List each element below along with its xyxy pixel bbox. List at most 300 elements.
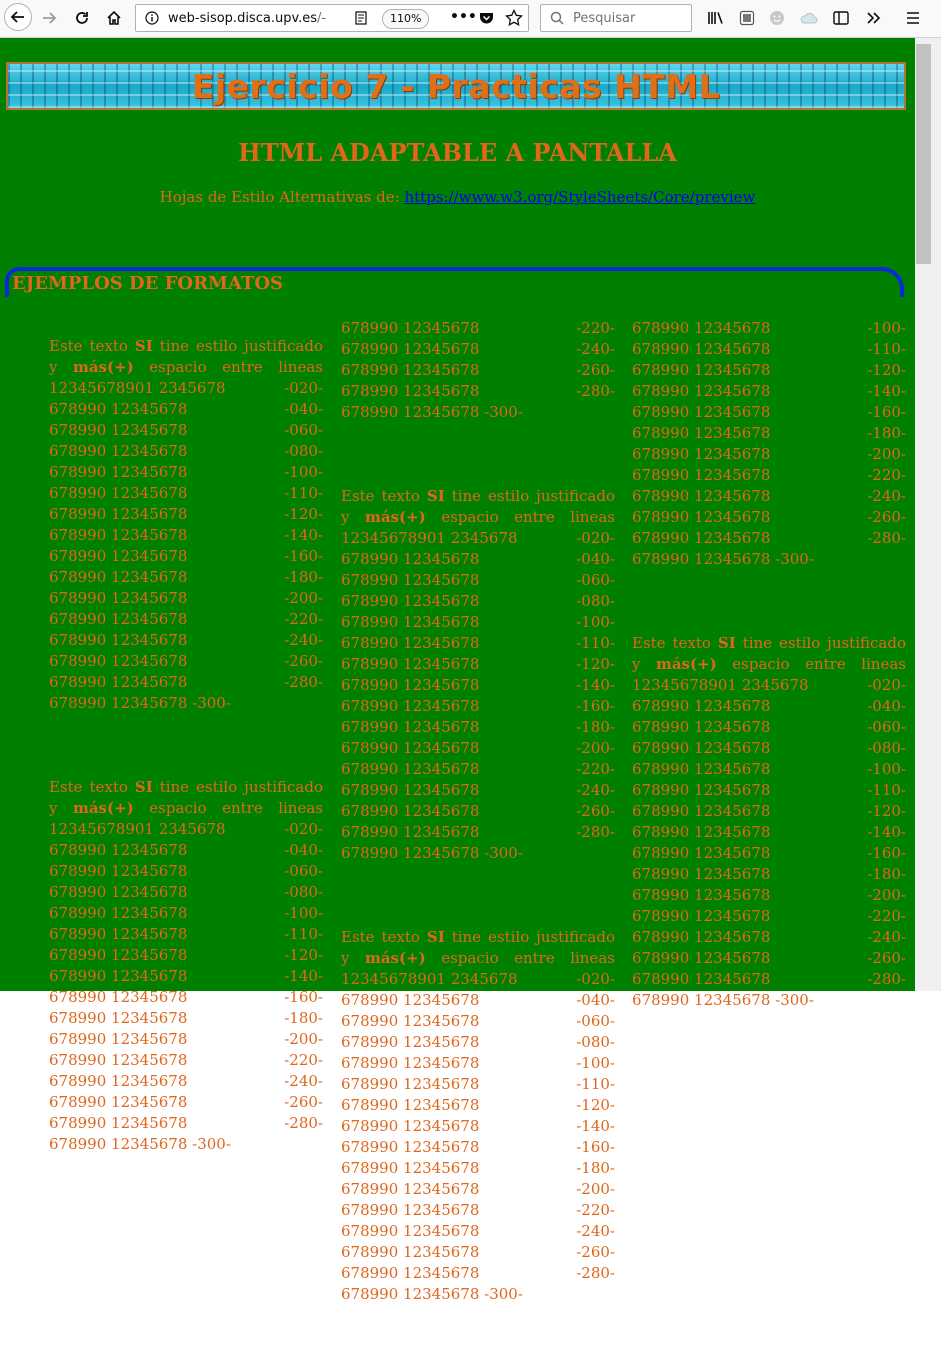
text-row <box>49 1050 323 1071</box>
row-number: 678990 12345678 -300- <box>632 550 814 568</box>
row-number: 12345678901 2345678 <box>49 379 226 397</box>
intro-text: espacio entre lineas <box>441 949 615 967</box>
row-label: -140- <box>284 967 323 985</box>
library-button[interactable] <box>703 5 729 31</box>
row-number: 678990 12345678 <box>632 403 771 421</box>
text-row-final <box>341 1284 615 1305</box>
row-label: -180- <box>284 1009 323 1027</box>
row-number: 678990 12345678 <box>49 505 188 523</box>
intro-si: SI <box>717 634 736 652</box>
text-row <box>632 906 906 927</box>
alternative-styles-label: Hojas de Estilo Alternativas de: <box>159 188 400 206</box>
sidebar-icon <box>833 11 849 25</box>
text-row <box>341 339 615 360</box>
text-row <box>341 360 615 381</box>
reload-button[interactable] <box>69 5 95 31</box>
library-icon <box>707 10 725 26</box>
row-number: 678990 12345678 <box>49 904 188 922</box>
row-number: 678990 12345678 <box>49 463 188 481</box>
row-label: -180- <box>284 568 323 586</box>
row-label: -100- <box>576 613 615 631</box>
row-label: -140- <box>576 676 615 694</box>
text-row <box>49 441 323 462</box>
text-row <box>341 822 615 843</box>
justified-intro <box>49 336 323 378</box>
row-number: 678990 12345678 <box>49 547 188 565</box>
row-label: -180- <box>576 1159 615 1177</box>
row-number: 678990 12345678 -300- <box>49 694 231 712</box>
alternative-styles-line <box>0 188 915 206</box>
row-label: -180- <box>867 865 906 883</box>
row-label: -160- <box>867 844 906 862</box>
text-block <box>632 633 906 1011</box>
row-label: -080- <box>867 739 906 757</box>
row-number: 678990 12345678 <box>49 1114 188 1132</box>
double-chevron-icon <box>865 11 881 25</box>
sidebar-button[interactable] <box>828 5 854 31</box>
row-number: 678990 12345678 <box>341 718 480 736</box>
row-label: -220- <box>284 1051 323 1069</box>
row-label: -110- <box>284 925 323 943</box>
text-row <box>632 843 906 864</box>
home-icon <box>106 10 122 26</box>
row-label: -120- <box>576 655 615 673</box>
intro-text: tine estilo justificado y <box>341 487 615 526</box>
row-number: 678990 12345678 <box>341 1033 480 1051</box>
justified-intro <box>341 486 615 528</box>
row-label: -100- <box>284 463 323 481</box>
text-row <box>632 717 906 738</box>
text-row <box>632 507 906 528</box>
text-row-final <box>341 402 615 423</box>
intro-si: SI <box>134 778 153 796</box>
row-label: -020- <box>284 379 323 397</box>
row-number: 678990 12345678 <box>341 319 480 337</box>
row-number: 678990 12345678 <box>632 445 771 463</box>
row-label: -200- <box>576 739 615 757</box>
row-number: 678990 12345678 <box>341 1075 480 1093</box>
row-number: 678990 12345678 <box>341 1180 480 1198</box>
row-label: -200- <box>867 886 906 904</box>
text-row <box>632 864 906 885</box>
intro-text: espacio entre lineas <box>149 799 323 817</box>
row-number: 678990 12345678 <box>341 1012 480 1030</box>
row-number: 678990 12345678 <box>341 613 480 631</box>
text-row <box>341 570 615 591</box>
intro-text: tine estilo justificado y <box>49 778 323 817</box>
text-row <box>632 486 906 507</box>
text-row <box>341 1200 615 1221</box>
text-row <box>632 696 906 717</box>
row-number: 12345678901 2345678 <box>341 529 518 547</box>
row-number: 678990 12345678 <box>632 382 771 400</box>
text-row <box>341 780 615 801</box>
browser-toolbar <box>0 0 941 38</box>
row-label: -220- <box>576 760 615 778</box>
text-row <box>49 1029 323 1050</box>
intro-si: SI <box>426 487 445 505</box>
row-number: 678990 12345678 <box>632 466 771 484</box>
row-label: -240- <box>284 631 323 649</box>
row-number: 678990 12345678 <box>632 823 771 841</box>
row-label: -160- <box>867 403 906 421</box>
row-label: -260- <box>576 1243 615 1261</box>
row-label: -120- <box>284 505 323 523</box>
text-row <box>632 801 906 822</box>
row-number: 678990 12345678 <box>49 673 188 691</box>
row-label: -260- <box>867 949 906 967</box>
intro-mas: más(+) <box>655 655 717 673</box>
text-row <box>632 318 906 339</box>
row-number: 678990 12345678 <box>49 946 188 964</box>
text-row <box>49 378 323 399</box>
row-label: -180- <box>867 424 906 442</box>
home-button[interactable] <box>101 5 127 31</box>
row-number: 678990 12345678 <box>341 781 480 799</box>
text-row-final <box>632 549 906 570</box>
row-number: 678990 12345678 <box>49 652 188 670</box>
row-number: 678990 12345678 <box>49 883 188 901</box>
text-row <box>632 465 906 486</box>
overflow-button[interactable] <box>860 5 886 31</box>
text-row <box>341 1074 615 1095</box>
row-label: -080- <box>576 1033 615 1051</box>
section-title: EJEMPLOS DE FORMATOS <box>12 273 284 294</box>
text-block <box>49 777 323 1155</box>
row-number: 678990 12345678 -300- <box>632 991 814 1009</box>
row-number: 678990 12345678 <box>632 718 771 736</box>
banner-title: Ejercicio 7 - Practicas HTML <box>191 66 721 106</box>
row-number: 678990 12345678 <box>632 844 771 862</box>
row-number: 678990 12345678 -300- <box>341 1285 523 1303</box>
w3c-stylesheets-link[interactable]: https://www.w3.org/StyleSheets/Core/preview <box>404 188 756 206</box>
text-row <box>341 1137 615 1158</box>
extension-button-3[interactable] <box>796 5 822 31</box>
row-label: -020- <box>867 676 906 694</box>
row-number: 678990 12345678 <box>49 1009 188 1027</box>
text-row <box>341 1095 615 1116</box>
smiley-icon <box>769 10 785 26</box>
page-content <box>0 38 915 1303</box>
row-label: -180- <box>576 718 615 736</box>
text-row <box>632 360 906 381</box>
row-label: -040- <box>284 400 323 418</box>
row-number: 678990 12345678 <box>49 442 188 460</box>
row-number: 678990 12345678 <box>49 400 188 418</box>
row-label: -060- <box>867 718 906 736</box>
row-number: 678990 12345678 <box>341 1117 480 1135</box>
back-button[interactable] <box>4 3 32 31</box>
row-number: 678990 12345678 <box>632 907 771 925</box>
scrollbar-thumb[interactable] <box>916 44 931 264</box>
row-label: -240- <box>867 487 906 505</box>
text-row <box>632 927 906 948</box>
row-label: -120- <box>284 946 323 964</box>
row-label: -060- <box>576 1012 615 1030</box>
row-label: -200- <box>284 1030 323 1048</box>
intro-text: Este texto <box>341 487 420 505</box>
intro-text: espacio entre lineas <box>732 655 906 673</box>
page-subtitle: HTML ADAPTABLE A PANTALLA <box>238 138 677 167</box>
menu-button[interactable] <box>900 5 926 31</box>
row-label: -110- <box>867 340 906 358</box>
row-number: 678990 12345678 <box>341 697 480 715</box>
text-row <box>49 819 323 840</box>
text-row-final <box>49 1134 323 1155</box>
row-number: 678990 12345678 <box>341 655 480 673</box>
row-number: 678990 12345678 <box>632 529 771 547</box>
back-arrow-icon <box>10 9 26 25</box>
row-number: 678990 12345678 <box>341 802 480 820</box>
intro-mas: más(+) <box>364 949 426 967</box>
bookmark-star-icon[interactable] <box>505 9 523 31</box>
row-number: 678990 12345678 <box>632 886 771 904</box>
text-row <box>49 567 323 588</box>
row-number: 678990 12345678 <box>341 592 480 610</box>
text-row <box>341 528 615 549</box>
row-number: 678990 12345678 <box>49 484 188 502</box>
row-number: 678990 12345678 <box>341 361 480 379</box>
url-path: /- <box>317 11 327 26</box>
text-row <box>49 483 323 504</box>
row-number: 678990 12345678 <box>341 571 480 589</box>
intro-mas: más(+) <box>72 358 134 376</box>
text-row <box>49 504 323 525</box>
text-block <box>49 336 323 714</box>
text-row <box>49 630 323 651</box>
extension-button-1[interactable] <box>734 5 760 31</box>
row-number: 678990 12345678 -300- <box>341 844 523 862</box>
cloud-icon <box>800 11 818 25</box>
row-number: 678990 12345678 <box>341 1138 480 1156</box>
row-label: -220- <box>867 466 906 484</box>
intro-si: SI <box>426 928 445 946</box>
text-block-continued <box>632 318 906 570</box>
row-number: 678990 12345678 <box>341 1201 480 1219</box>
row-number: 678990 12345678 <box>632 949 771 967</box>
row-number: 678990 12345678 <box>49 988 188 1006</box>
row-number: 678990 12345678 <box>632 970 771 988</box>
text-row <box>632 423 906 444</box>
page-actions-icon[interactable]: ••• <box>450 9 477 25</box>
hamburger-icon <box>905 11 921 25</box>
row-label: -280- <box>867 529 906 547</box>
extension-icon <box>739 10 755 26</box>
text-row <box>341 612 615 633</box>
forward-button[interactable] <box>36 5 62 31</box>
row-label: -220- <box>576 1201 615 1219</box>
text-block <box>341 927 615 1305</box>
row-number: 678990 12345678 <box>341 823 480 841</box>
text-row <box>49 903 323 924</box>
text-row <box>632 948 906 969</box>
text-row <box>341 1158 615 1179</box>
text-row <box>49 525 323 546</box>
reader-view-icon[interactable] <box>354 11 368 29</box>
text-row <box>49 1113 323 1134</box>
row-label: -260- <box>867 508 906 526</box>
intro-text: Este texto <box>341 928 420 946</box>
row-number: 678990 12345678 <box>49 1072 188 1090</box>
text-row <box>341 1032 615 1053</box>
forward-arrow-icon <box>41 10 57 26</box>
row-label: -080- <box>284 883 323 901</box>
row-label: -240- <box>867 928 906 946</box>
row-number: 678990 12345678 <box>49 631 188 649</box>
justified-intro <box>341 927 615 969</box>
row-label: -080- <box>284 442 323 460</box>
intro-mas: más(+) <box>364 508 426 526</box>
row-label: -260- <box>576 802 615 820</box>
banner <box>6 62 906 110</box>
row-label: -280- <box>576 823 615 841</box>
row-label: -240- <box>576 1222 615 1240</box>
row-label: -160- <box>576 1138 615 1156</box>
intro-text: espacio entre lineas <box>149 358 323 376</box>
row-label: -060- <box>576 571 615 589</box>
row-number: 678990 12345678 <box>49 862 188 880</box>
search-bar[interactable] <box>540 4 692 32</box>
row-number: 678990 12345678 <box>632 781 771 799</box>
row-label: -120- <box>576 1096 615 1114</box>
text-row <box>49 861 323 882</box>
row-label: -240- <box>284 1072 323 1090</box>
row-label: -260- <box>284 1093 323 1111</box>
search-input[interactable]: Pesquisar <box>573 11 636 26</box>
row-label: -240- <box>576 781 615 799</box>
text-row <box>341 1263 615 1284</box>
row-label: -100- <box>867 760 906 778</box>
text-column-3 <box>632 318 906 1074</box>
row-label: -280- <box>576 382 615 400</box>
row-number: 678990 12345678 <box>632 802 771 820</box>
text-row-final <box>632 990 906 1011</box>
row-label: -160- <box>284 988 323 1006</box>
row-number: 678990 12345678 <box>49 526 188 544</box>
row-number: 678990 12345678 <box>49 1093 188 1111</box>
text-row <box>632 402 906 423</box>
intro-text: tine estilo justificado y <box>341 928 615 967</box>
text-row <box>341 1221 615 1242</box>
text-row <box>49 399 323 420</box>
row-label: -060- <box>284 862 323 880</box>
text-row <box>341 717 615 738</box>
row-number: 678990 12345678 <box>49 967 188 985</box>
row-number: 678990 12345678 <box>341 634 480 652</box>
zoom-level-button[interactable]: 110% <box>382 9 429 29</box>
row-number: 678990 12345678 <box>632 424 771 442</box>
row-label: -020- <box>576 970 615 988</box>
text-row <box>49 987 323 1008</box>
row-number: 678990 12345678 <box>632 487 771 505</box>
text-row <box>632 528 906 549</box>
row-label: -260- <box>576 361 615 379</box>
text-row <box>49 945 323 966</box>
row-label: -280- <box>576 1264 615 1282</box>
row-label: -040- <box>867 697 906 715</box>
justified-intro <box>49 777 323 819</box>
row-number: 678990 12345678 <box>632 340 771 358</box>
row-number: 678990 12345678 <box>632 508 771 526</box>
search-icon <box>550 11 564 29</box>
row-label: -200- <box>867 445 906 463</box>
row-number: 678990 12345678 <box>341 739 480 757</box>
text-row <box>341 759 615 780</box>
text-row <box>341 381 615 402</box>
text-row <box>49 924 323 945</box>
url-host: web-sisop.disca.upv.es <box>168 11 318 26</box>
text-row <box>632 381 906 402</box>
text-block <box>341 486 615 864</box>
row-number: 678990 12345678 <box>632 319 771 337</box>
text-column-2 <box>341 318 615 1368</box>
row-label: -110- <box>867 781 906 799</box>
row-label: -120- <box>867 361 906 379</box>
row-label: -280- <box>867 970 906 988</box>
text-row <box>49 672 323 693</box>
text-row <box>49 966 323 987</box>
row-number: 678990 12345678 -300- <box>341 403 523 421</box>
intro-mas: más(+) <box>72 799 134 817</box>
url-text[interactable] <box>168 11 326 26</box>
row-number: 678990 12345678 <box>341 760 480 778</box>
row-number: 678990 12345678 <box>49 610 188 628</box>
row-label: -020- <box>576 529 615 547</box>
row-number: 12345678901 2345678 <box>49 820 226 838</box>
row-label: -080- <box>576 592 615 610</box>
row-number: 678990 12345678 <box>49 1030 188 1048</box>
text-row <box>341 1011 615 1032</box>
row-number: 678990 12345678 <box>632 739 771 757</box>
row-number: 678990 12345678 <box>341 1159 480 1177</box>
text-row <box>341 738 615 759</box>
row-number: 678990 12345678 <box>341 1264 480 1282</box>
row-number: 678990 12345678 <box>49 841 188 859</box>
row-label: -020- <box>284 820 323 838</box>
text-row <box>341 801 615 822</box>
row-label: -200- <box>576 1180 615 1198</box>
intro-text: tine estilo justificado y <box>49 337 323 376</box>
row-label: -260- <box>284 652 323 670</box>
info-icon[interactable] <box>145 11 159 29</box>
intro-text: Este texto <box>632 634 711 652</box>
row-number: 678990 12345678 <box>632 865 771 883</box>
row-label: -200- <box>284 589 323 607</box>
extension-button-2[interactable] <box>764 5 790 31</box>
row-number: 678990 12345678 <box>632 361 771 379</box>
text-row <box>49 651 323 672</box>
row-label: -160- <box>284 547 323 565</box>
row-number: 678990 12345678 <box>341 1054 480 1072</box>
text-row <box>341 318 615 339</box>
text-row <box>49 462 323 483</box>
text-row <box>341 1242 615 1263</box>
text-row <box>341 969 615 990</box>
row-number: 12345678901 2345678 <box>341 970 518 988</box>
intro-text: espacio entre lineas <box>441 508 615 526</box>
text-row <box>49 609 323 630</box>
row-number: 678990 12345678 <box>632 760 771 778</box>
row-label: -280- <box>284 673 323 691</box>
row-number: 678990 12345678 <box>49 925 188 943</box>
url-bar[interactable] <box>135 4 529 32</box>
row-number: 678990 12345678 <box>49 589 188 607</box>
pocket-icon[interactable] <box>479 11 494 29</box>
text-row <box>632 444 906 465</box>
intro-text: Este texto <box>49 778 128 796</box>
row-number: 678990 12345678 <box>341 340 480 358</box>
row-number: 678990 12345678 <box>49 568 188 586</box>
